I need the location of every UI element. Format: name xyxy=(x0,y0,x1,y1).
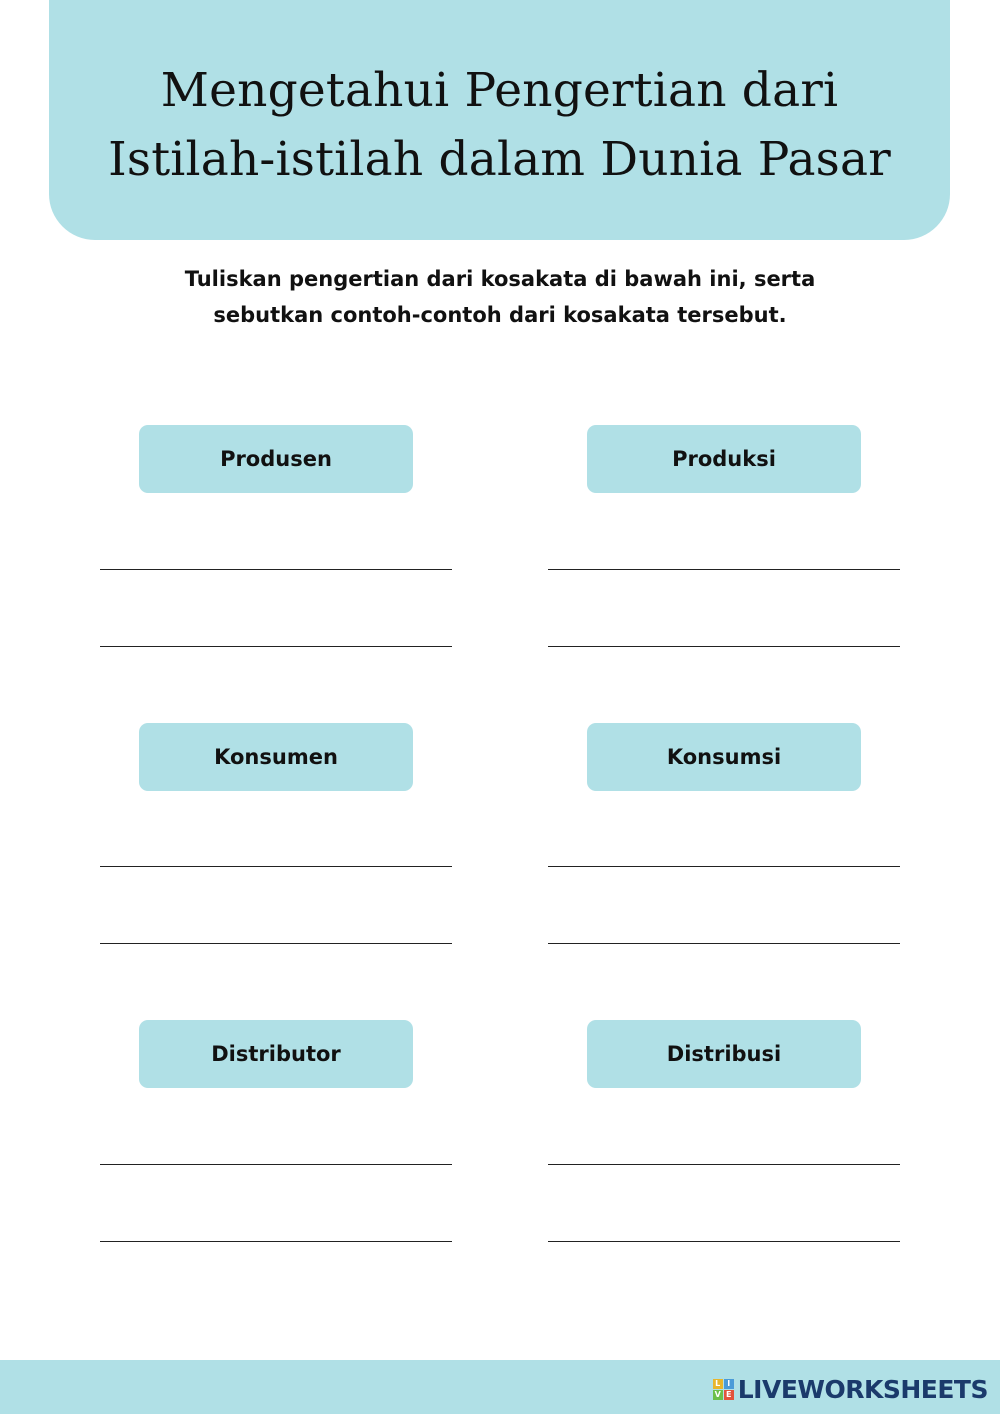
logo-letter-l: L xyxy=(713,1379,723,1389)
answer-line-konsumen-2[interactable] xyxy=(100,943,452,944)
term-label-konsumsi: Konsumsi xyxy=(587,723,861,791)
page-title-line-2: Istilah-istilah dalam Dunia Pasar xyxy=(108,132,891,187)
answer-line-konsumsi-1[interactable] xyxy=(548,866,900,867)
term-label-distributor: Distributor xyxy=(139,1020,413,1088)
answer-line-produksi-1[interactable] xyxy=(548,569,900,570)
answer-line-konsumsi-2[interactable] xyxy=(548,943,900,944)
logo-letter-v: V xyxy=(714,1389,721,1399)
answer-line-distribusi-1[interactable] xyxy=(548,1164,900,1165)
answer-line-produsen-1[interactable] xyxy=(100,569,452,570)
logo-letter-e: E xyxy=(724,1390,734,1400)
term-label-produksi: Produksi xyxy=(587,425,861,493)
header-banner xyxy=(49,0,950,240)
liveworksheets-brand-text: LIVEWORKSHEETS xyxy=(737,1374,988,1404)
answer-line-konsumen-1[interactable] xyxy=(100,866,452,867)
instruction-line-2: sebutkan contoh-contoh dari kosakata tersebut. xyxy=(213,303,787,327)
answer-line-distributor-1[interactable] xyxy=(100,1164,452,1165)
answer-line-produsen-2[interactable] xyxy=(100,646,452,647)
term-label-distribusi: Distribusi xyxy=(587,1020,861,1088)
logo-letter-i: I xyxy=(724,1379,734,1389)
page-title-line-1: Mengetahui Pengertian dari xyxy=(160,63,839,118)
answer-line-produksi-2[interactable] xyxy=(548,646,900,647)
term-label-konsumen: Konsumen xyxy=(139,723,413,791)
answer-line-distributor-2[interactable] xyxy=(100,1241,452,1242)
liveworksheets-logo-icon xyxy=(713,1379,734,1400)
instruction-text xyxy=(0,261,1000,333)
term-label-produsen: Produsen xyxy=(139,425,413,493)
liveworksheets-logo[interactable] xyxy=(713,1374,988,1404)
answer-line-distribusi-2[interactable] xyxy=(548,1241,900,1242)
instruction-line-1: Tuliskan pengertian dari kosakata di bawah ini, serta xyxy=(184,267,816,291)
